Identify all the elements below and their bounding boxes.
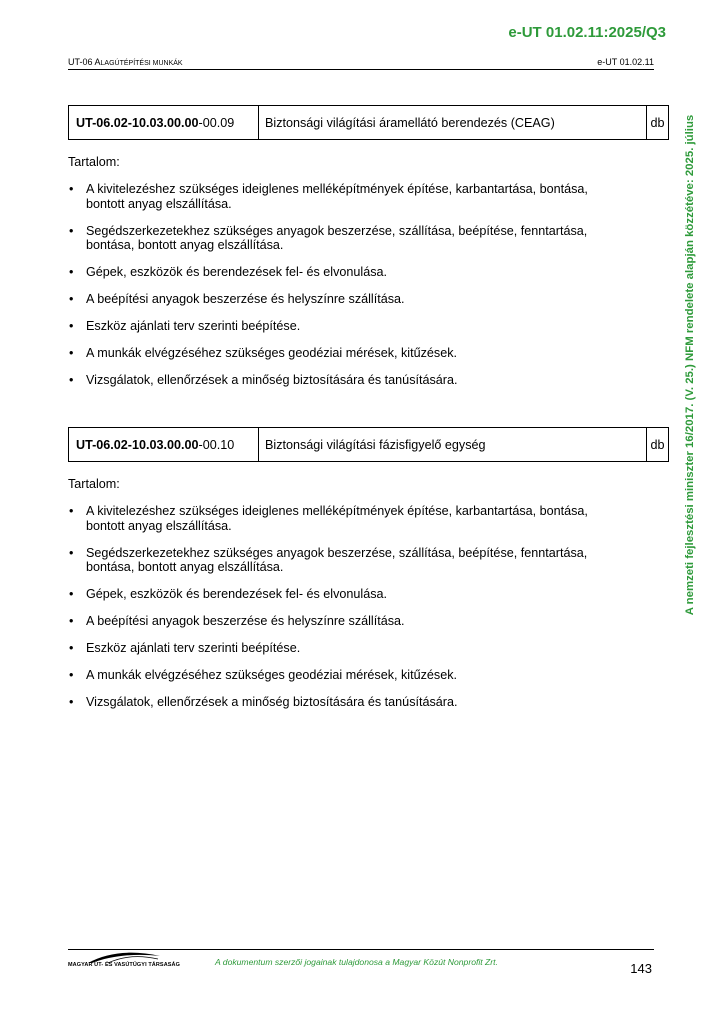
header-doc-ref: e-UT 01.02.11 [597, 57, 654, 67]
page-number: 143 [630, 961, 652, 976]
list-item: • A munkák elvégzéséhez szükséges geodéziai mérések, kitűzések. [69, 668, 458, 682]
list-item: • A beépítési anyagok beszerzése és helyszínre szállítása. [69, 292, 405, 306]
document-code: e-UT 01.02.11:2025/Q3 [508, 24, 666, 41]
item-code-suffix: -00.09 [198, 115, 235, 130]
list-item: • Segédszerkezetekhez szükséges anyagok beszerzése, szállítása, beépítése, fenntartása, bontása, bontott anyag elszállítása. [69, 223, 588, 252]
item-description: Biztonsági világítási áramellátó berendezés (CEAG) [259, 106, 647, 139]
item-code-suffix: -00.10 [198, 437, 235, 452]
content-label: Tartalom: [68, 477, 120, 491]
bullet-list-2 [68, 504, 628, 722]
item-table-1 [68, 105, 669, 140]
item-unit: db [650, 437, 665, 452]
list-item: • Eszköz ajánlati terv szerinti beépítése. [69, 641, 301, 655]
bullet-icon: • [69, 614, 74, 628]
bullet-icon: • [69, 668, 74, 682]
item-code-main: UT-06.02-10.03.00.00 [76, 115, 199, 130]
item-code [69, 428, 259, 461]
bullet-icon: • [69, 292, 74, 306]
item-code [69, 106, 259, 139]
bullet-icon: • [69, 545, 74, 560]
list-item: • Vizsgálatok, ellenőrzések a minőség biztosítására és tanúsítására. [69, 695, 458, 709]
bullet-list-1 [68, 182, 628, 400]
item-table-2 [68, 427, 669, 462]
copyright-notice: A dokumentum szerzői jogainak tulajdonosa a Magyar Közút Nonprofit Zrt. [215, 957, 498, 967]
list-item: • Gépek, eszközök és berendezések fel- és elvonulása. [69, 265, 388, 279]
bullet-icon: • [69, 587, 74, 601]
bullet-icon: • [69, 223, 74, 238]
list-item: • Vizsgálatok, ellenőrzések a minőség biztosítására és tanúsítására. [69, 373, 458, 387]
item-unit: db [650, 115, 665, 130]
list-item: • Segédszerkezetekhez szükséges anyagok beszerzése, szállítása, beépítése, fenntartása, bontása, bontott anyag elszállítása. [69, 545, 588, 574]
list-item: • Eszköz ajánlati terv szerinti beépítése. [69, 319, 301, 333]
bullet-icon: • [69, 265, 74, 279]
list-item: • A kivitelezéshez szükséges ideiglenes melléképítmények építése, karbantartása, bontása, bontott anyag elszállítása. [69, 504, 588, 533]
list-item: • Gépek, eszközök és berendezések fel- és elvonulása. [69, 587, 388, 601]
company-logo [68, 950, 180, 974]
bullet-icon: • [69, 641, 74, 655]
list-item: • A beépítési anyagok beszerzése és helyszínre szállítása. [69, 614, 405, 628]
bullet-icon: • [69, 182, 74, 196]
item-description: Biztonsági világítási fázisfigyelő egység [259, 428, 647, 461]
item-code-main: UT-06.02-10.03.00.00 [76, 437, 199, 452]
list-item: • A munkák elvégzéséhez szükséges geodéziai mérések, kitűzések. [69, 346, 458, 360]
page-header [68, 57, 654, 70]
bullet-icon: • [69, 504, 74, 518]
bullet-icon: • [69, 695, 74, 709]
list-item: • A kivitelezéshez szükséges ideiglenes melléképítmények építése, karbantartása, bontása, bontott anyag elszállítása. [69, 182, 588, 211]
bullet-icon: • [69, 346, 74, 360]
header-chapter-title: UT-06 ALAGÚTÉPÍTÉSI MUNKÁK [68, 57, 183, 67]
logo-text: MAGYAR ÚT- ÉS VASÚTÜGYI TÁRSASÁG [68, 962, 180, 968]
bullet-icon: • [69, 319, 74, 333]
content-label: Tartalom: [68, 155, 120, 169]
side-note-text: A nemzeti fejlesztési miniszter 16/2017. (V. 25.) NFM rendelete alapján közzétéve: 2025. július [684, 114, 696, 616]
bullet-icon: • [69, 373, 74, 387]
